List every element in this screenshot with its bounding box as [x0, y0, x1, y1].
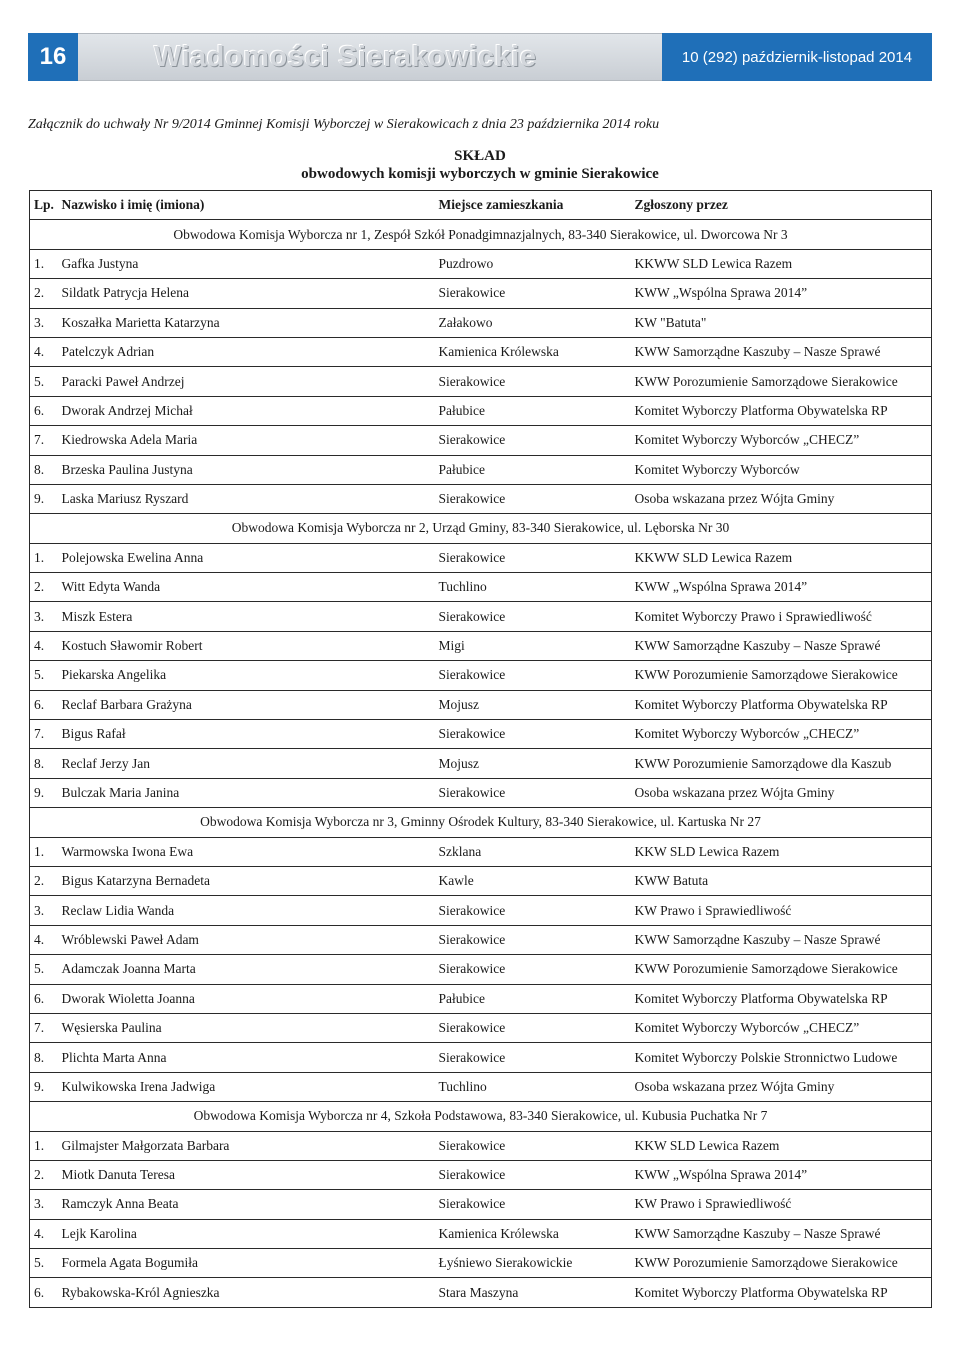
- member-name: Plichta Marta Anna: [58, 1043, 435, 1072]
- member-name: Kulwikowska Irena Jadwiga: [58, 1072, 435, 1101]
- member-submitted-by: KWW Porozumienie Samorządowe Sierakowice: [631, 367, 932, 396]
- member-name: Lejk Karolina: [58, 1219, 435, 1248]
- table-header-row: [30, 191, 932, 220]
- member-submitted-by: KWW Samorządne Kaszuby – Nasze Sprawé: [631, 631, 932, 660]
- member-lp: 2.: [30, 573, 58, 602]
- table-row: [30, 1160, 932, 1189]
- member-submitted-by: Komitet Wyborczy Platforma Obywatelska RP: [631, 396, 932, 425]
- member-lp: 7.: [30, 720, 58, 749]
- member-name: Brzeska Paulina Justyna: [58, 455, 435, 484]
- member-lp: 2.: [30, 866, 58, 895]
- member-lp: 7.: [30, 426, 58, 455]
- member-name: Piekarska Angelika: [58, 661, 435, 690]
- table-row: [30, 249, 932, 278]
- member-submitted-by: Osoba wskazana przez Wójta Gminy: [631, 778, 932, 807]
- member-name: Koszałka Marietta Katarzyna: [58, 308, 435, 337]
- member-place: Sierakowice: [435, 1131, 631, 1160]
- member-submitted-by: KW Prawo i Sprawiedliwość: [631, 896, 932, 925]
- table-row: [30, 573, 932, 602]
- table-row: [30, 1043, 932, 1072]
- member-submitted-by: KWW Samorządne Kaszuby – Nasze Sprawé: [631, 925, 932, 954]
- member-submitted-by: KKW SLD Lewica Razem: [631, 1131, 932, 1160]
- member-name: Bigus Rafał: [58, 720, 435, 749]
- member-submitted-by: Komitet Wyborczy Platforma Obywatelska RP: [631, 1278, 932, 1307]
- member-name: Gafka Justyna: [58, 249, 435, 278]
- member-lp: 5.: [30, 955, 58, 984]
- member-place: Sierakowice: [435, 720, 631, 749]
- member-submitted-by: Komitet Wyborczy Polskie Stronnictwo Ludowe: [631, 1043, 932, 1072]
- member-place: Sierakowice: [435, 778, 631, 807]
- table-row: [30, 337, 932, 366]
- section-header-row: [30, 1102, 932, 1131]
- member-place: Sierakowice: [435, 955, 631, 984]
- member-name: Węsierska Paulina: [58, 1013, 435, 1042]
- table-row: [30, 367, 932, 396]
- table-row: [30, 720, 932, 749]
- table-row: [30, 984, 932, 1013]
- section-header-row: [30, 514, 932, 543]
- member-place: Sierakowice: [435, 1190, 631, 1219]
- table-row: [30, 1278, 932, 1307]
- member-lp: 4.: [30, 631, 58, 660]
- table-row: [30, 778, 932, 807]
- member-name: Gilmajster Małgorzata Barbara: [58, 1131, 435, 1160]
- member-submitted-by: KWW Batuta: [631, 866, 932, 895]
- member-place: Szklana: [435, 837, 631, 866]
- member-submitted-by: Osoba wskazana przez Wójta Gminy: [631, 1072, 932, 1101]
- member-place: Załakowo: [435, 308, 631, 337]
- member-lp: 7.: [30, 1013, 58, 1042]
- table-row: [30, 661, 932, 690]
- table-row: [30, 1219, 932, 1248]
- member-place: Pałubice: [435, 984, 631, 1013]
- member-submitted-by: KWW „Wspólna Sprawa 2014”: [631, 279, 932, 308]
- member-place: Sierakowice: [435, 896, 631, 925]
- member-submitted-by: KKW SLD Lewica Razem: [631, 837, 932, 866]
- page-number: 16: [28, 33, 78, 81]
- member-submitted-by: KW "Batuta": [631, 308, 932, 337]
- member-name: Reclaw Lidia Wanda: [58, 896, 435, 925]
- section-header-row: [30, 220, 932, 249]
- masthead-band: [78, 33, 662, 81]
- member-name: Witt Edyta Wanda: [58, 573, 435, 602]
- member-name: Miotk Danuta Teresa: [58, 1160, 435, 1189]
- member-name: Polejowska Ewelina Anna: [58, 543, 435, 572]
- table-row: [30, 396, 932, 425]
- table-row: [30, 1131, 932, 1160]
- member-lp: 4.: [30, 1219, 58, 1248]
- table-row: [30, 925, 932, 954]
- member-name: Formela Agata Bogumiła: [58, 1249, 435, 1278]
- member-lp: 2.: [30, 1160, 58, 1189]
- member-lp: 1.: [30, 249, 58, 278]
- table-row: [30, 426, 932, 455]
- member-name: Kostuch Sławomir Robert: [58, 631, 435, 660]
- table-row: [30, 543, 932, 572]
- table-row: [30, 866, 932, 895]
- member-name: Rybakowska-Król Agnieszka: [58, 1278, 435, 1307]
- member-place: Kawle: [435, 866, 631, 895]
- column-header-submitted-by: Zgłoszony przez: [631, 191, 932, 220]
- member-submitted-by: KWW „Wspólna Sprawa 2014”: [631, 573, 932, 602]
- member-name: Sildatk Patrycja Helena: [58, 279, 435, 308]
- member-place: Sierakowice: [435, 484, 631, 513]
- member-lp: 5.: [30, 661, 58, 690]
- member-lp: 9.: [30, 484, 58, 513]
- member-place: Łyśniewo Sierakowickie: [435, 1249, 631, 1278]
- member-submitted-by: KWW „Wspólna Sprawa 2014”: [631, 1160, 932, 1189]
- member-place: Sierakowice: [435, 1013, 631, 1042]
- member-submitted-by: Komitet Wyborczy Wyborców „CHECZ”: [631, 1013, 932, 1042]
- member-name: Dworak Andrzej Michał: [58, 396, 435, 425]
- column-header-lp: Lp.: [30, 191, 58, 220]
- member-place: Migi: [435, 631, 631, 660]
- member-lp: 6.: [30, 984, 58, 1013]
- member-place: Sierakowice: [435, 602, 631, 631]
- commission-roster-table: [29, 190, 932, 1308]
- member-name: Reclaf Jerzy Jan: [58, 749, 435, 778]
- table-row: [30, 308, 932, 337]
- member-place: Pałubice: [435, 396, 631, 425]
- member-place: Puzdrowo: [435, 249, 631, 278]
- member-lp: 8.: [30, 1043, 58, 1072]
- document-title: SKŁAD: [454, 148, 506, 164]
- member-lp: 6.: [30, 690, 58, 719]
- member-place: Sierakowice: [435, 925, 631, 954]
- member-place: Sierakowice: [435, 1160, 631, 1189]
- member-name: Miszk Estera: [58, 602, 435, 631]
- table-row: [30, 602, 932, 631]
- member-submitted-by: KWW Porozumienie Samorządowe Sierakowice: [631, 1249, 932, 1278]
- member-place: Tuchlino: [435, 1072, 631, 1101]
- member-place: Sierakowice: [435, 426, 631, 455]
- member-name: Laska Mariusz Ryszard: [58, 484, 435, 513]
- member-lp: 5.: [30, 367, 58, 396]
- page-header: [28, 33, 932, 81]
- table-row: [30, 955, 932, 984]
- member-place: Mojusz: [435, 749, 631, 778]
- member-name: Kiedrowska Adela Maria: [58, 426, 435, 455]
- member-name: Patelczyk Adrian: [58, 337, 435, 366]
- document-subtitle: obwodowych komisji wyborczych w gminie Sierakowice: [301, 166, 659, 182]
- member-lp: 5.: [30, 1249, 58, 1278]
- table-row: [30, 455, 932, 484]
- member-place: Kamienica Królewska: [435, 1219, 631, 1248]
- member-name: Dworak Wioletta Joanna: [58, 984, 435, 1013]
- member-place: Sierakowice: [435, 661, 631, 690]
- table-row: [30, 1072, 932, 1101]
- member-place: Mojusz: [435, 690, 631, 719]
- member-submitted-by: Komitet Wyborczy Platforma Obywatelska RP: [631, 984, 932, 1013]
- member-submitted-by: KWW Samorządne Kaszuby – Nasze Sprawé: [631, 337, 932, 366]
- table-row: [30, 749, 932, 778]
- resolution-caption: Załącznik do uchwały Nr 9/2014 Gminnej Komisji Wyborczej w Sierakowicach z dnia 23 października 2014 roku: [28, 117, 660, 132]
- member-place: Pałubice: [435, 455, 631, 484]
- member-submitted-by: KW Prawo i Sprawiedliwość: [631, 1190, 932, 1219]
- section-header-row: [30, 808, 932, 837]
- member-place: Sierakowice: [435, 367, 631, 396]
- member-name: Reclaf Barbara Grażyna: [58, 690, 435, 719]
- member-submitted-by: KWW Porozumienie Samorządowe Sierakowice: [631, 955, 932, 984]
- member-submitted-by: Komitet Wyborczy Wyborców „CHECZ”: [631, 426, 932, 455]
- member-submitted-by: Komitet Wyborczy Prawo i Sprawiedliwość: [631, 602, 932, 631]
- member-submitted-by: Osoba wskazana przez Wójta Gminy: [631, 484, 932, 513]
- table-row: [30, 1249, 932, 1278]
- member-lp: 4.: [30, 925, 58, 954]
- roster-body: [30, 220, 932, 1307]
- member-name: Bigus Katarzyna Bernadeta: [58, 866, 435, 895]
- member-lp: 1.: [30, 1131, 58, 1160]
- member-submitted-by: Komitet Wyborczy Wyborców „CHECZ”: [631, 720, 932, 749]
- member-place: Stara Maszyna: [435, 1278, 631, 1307]
- member-name: Ramczyk Anna Beata: [58, 1190, 435, 1219]
- member-name: Paracki Paweł Andrzej: [58, 367, 435, 396]
- member-lp: 1.: [30, 543, 58, 572]
- member-submitted-by: KKWW SLD Lewica Razem: [631, 543, 932, 572]
- member-place: Tuchlino: [435, 573, 631, 602]
- member-lp: 8.: [30, 455, 58, 484]
- masthead-title: Wiadomości Sierakowickie: [154, 40, 537, 73]
- member-lp: 1.: [30, 837, 58, 866]
- section-title: Obwodowa Komisja Wyborcza nr 2, Urząd Gminy, 83-340 Sierakowice, ul. Lęborska Nr 30: [30, 514, 932, 543]
- member-name: Warmowska Iwona Ewa: [58, 837, 435, 866]
- table-row: [30, 690, 932, 719]
- member-submitted-by: KKWW SLD Lewica Razem: [631, 249, 932, 278]
- member-lp: 6.: [30, 396, 58, 425]
- member-submitted-by: KWW Porozumienie Samorządowe dla Kaszub: [631, 749, 932, 778]
- member-lp: 9.: [30, 1072, 58, 1101]
- member-submitted-by: Komitet Wyborczy Wyborców: [631, 455, 932, 484]
- section-title: Obwodowa Komisja Wyborcza nr 1, Zespół Szkół Ponadgimnazjalnych, 83-340 Sierakowice, ul. Dworcowa Nr 3: [30, 220, 932, 249]
- table-row: [30, 1190, 932, 1219]
- table-row: [30, 1013, 932, 1042]
- member-lp: 3.: [30, 308, 58, 337]
- table-row: [30, 484, 932, 513]
- member-lp: 4.: [30, 337, 58, 366]
- member-lp: 3.: [30, 1190, 58, 1219]
- member-name: Wróblewski Paweł Adam: [58, 925, 435, 954]
- member-lp: 8.: [30, 749, 58, 778]
- table-row: [30, 837, 932, 866]
- member-lp: 3.: [30, 602, 58, 631]
- member-lp: 3.: [30, 896, 58, 925]
- member-place: Sierakowice: [435, 1043, 631, 1072]
- member-lp: 6.: [30, 1278, 58, 1307]
- column-header-place: Miejsce zamieszkania: [435, 191, 631, 220]
- table-row: [30, 631, 932, 660]
- table-row: [30, 279, 932, 308]
- table-row: [30, 896, 932, 925]
- member-place: Sierakowice: [435, 543, 631, 572]
- member-submitted-by: KWW Samorządne Kaszuby – Nasze Sprawé: [631, 1219, 932, 1248]
- issue-label: 10 (292) październik-listopad 2014: [662, 33, 932, 81]
- member-lp: 9.: [30, 778, 58, 807]
- member-submitted-by: KWW Porozumienie Samorządowe Sierakowice: [631, 661, 932, 690]
- member-place: Sierakowice: [435, 279, 631, 308]
- member-submitted-by: Komitet Wyborczy Platforma Obywatelska RP: [631, 690, 932, 719]
- member-lp: 2.: [30, 279, 58, 308]
- section-title: Obwodowa Komisja Wyborcza nr 4, Szkoła Podstawowa, 83-340 Sierakowice, ul. Kubusia Puchatka Nr 7: [30, 1102, 932, 1131]
- member-name: Bulczak Maria Janina: [58, 778, 435, 807]
- column-header-name: Nazwisko i imię (imiona): [58, 191, 435, 220]
- member-name: Adamczak Joanna Marta: [58, 955, 435, 984]
- member-place: Kamienica Królewska: [435, 337, 631, 366]
- section-title: Obwodowa Komisja Wyborcza nr 3, Gminny Ośrodek Kultury, 83-340 Sierakowice, ul. Kartuska Nr 27: [30, 808, 932, 837]
